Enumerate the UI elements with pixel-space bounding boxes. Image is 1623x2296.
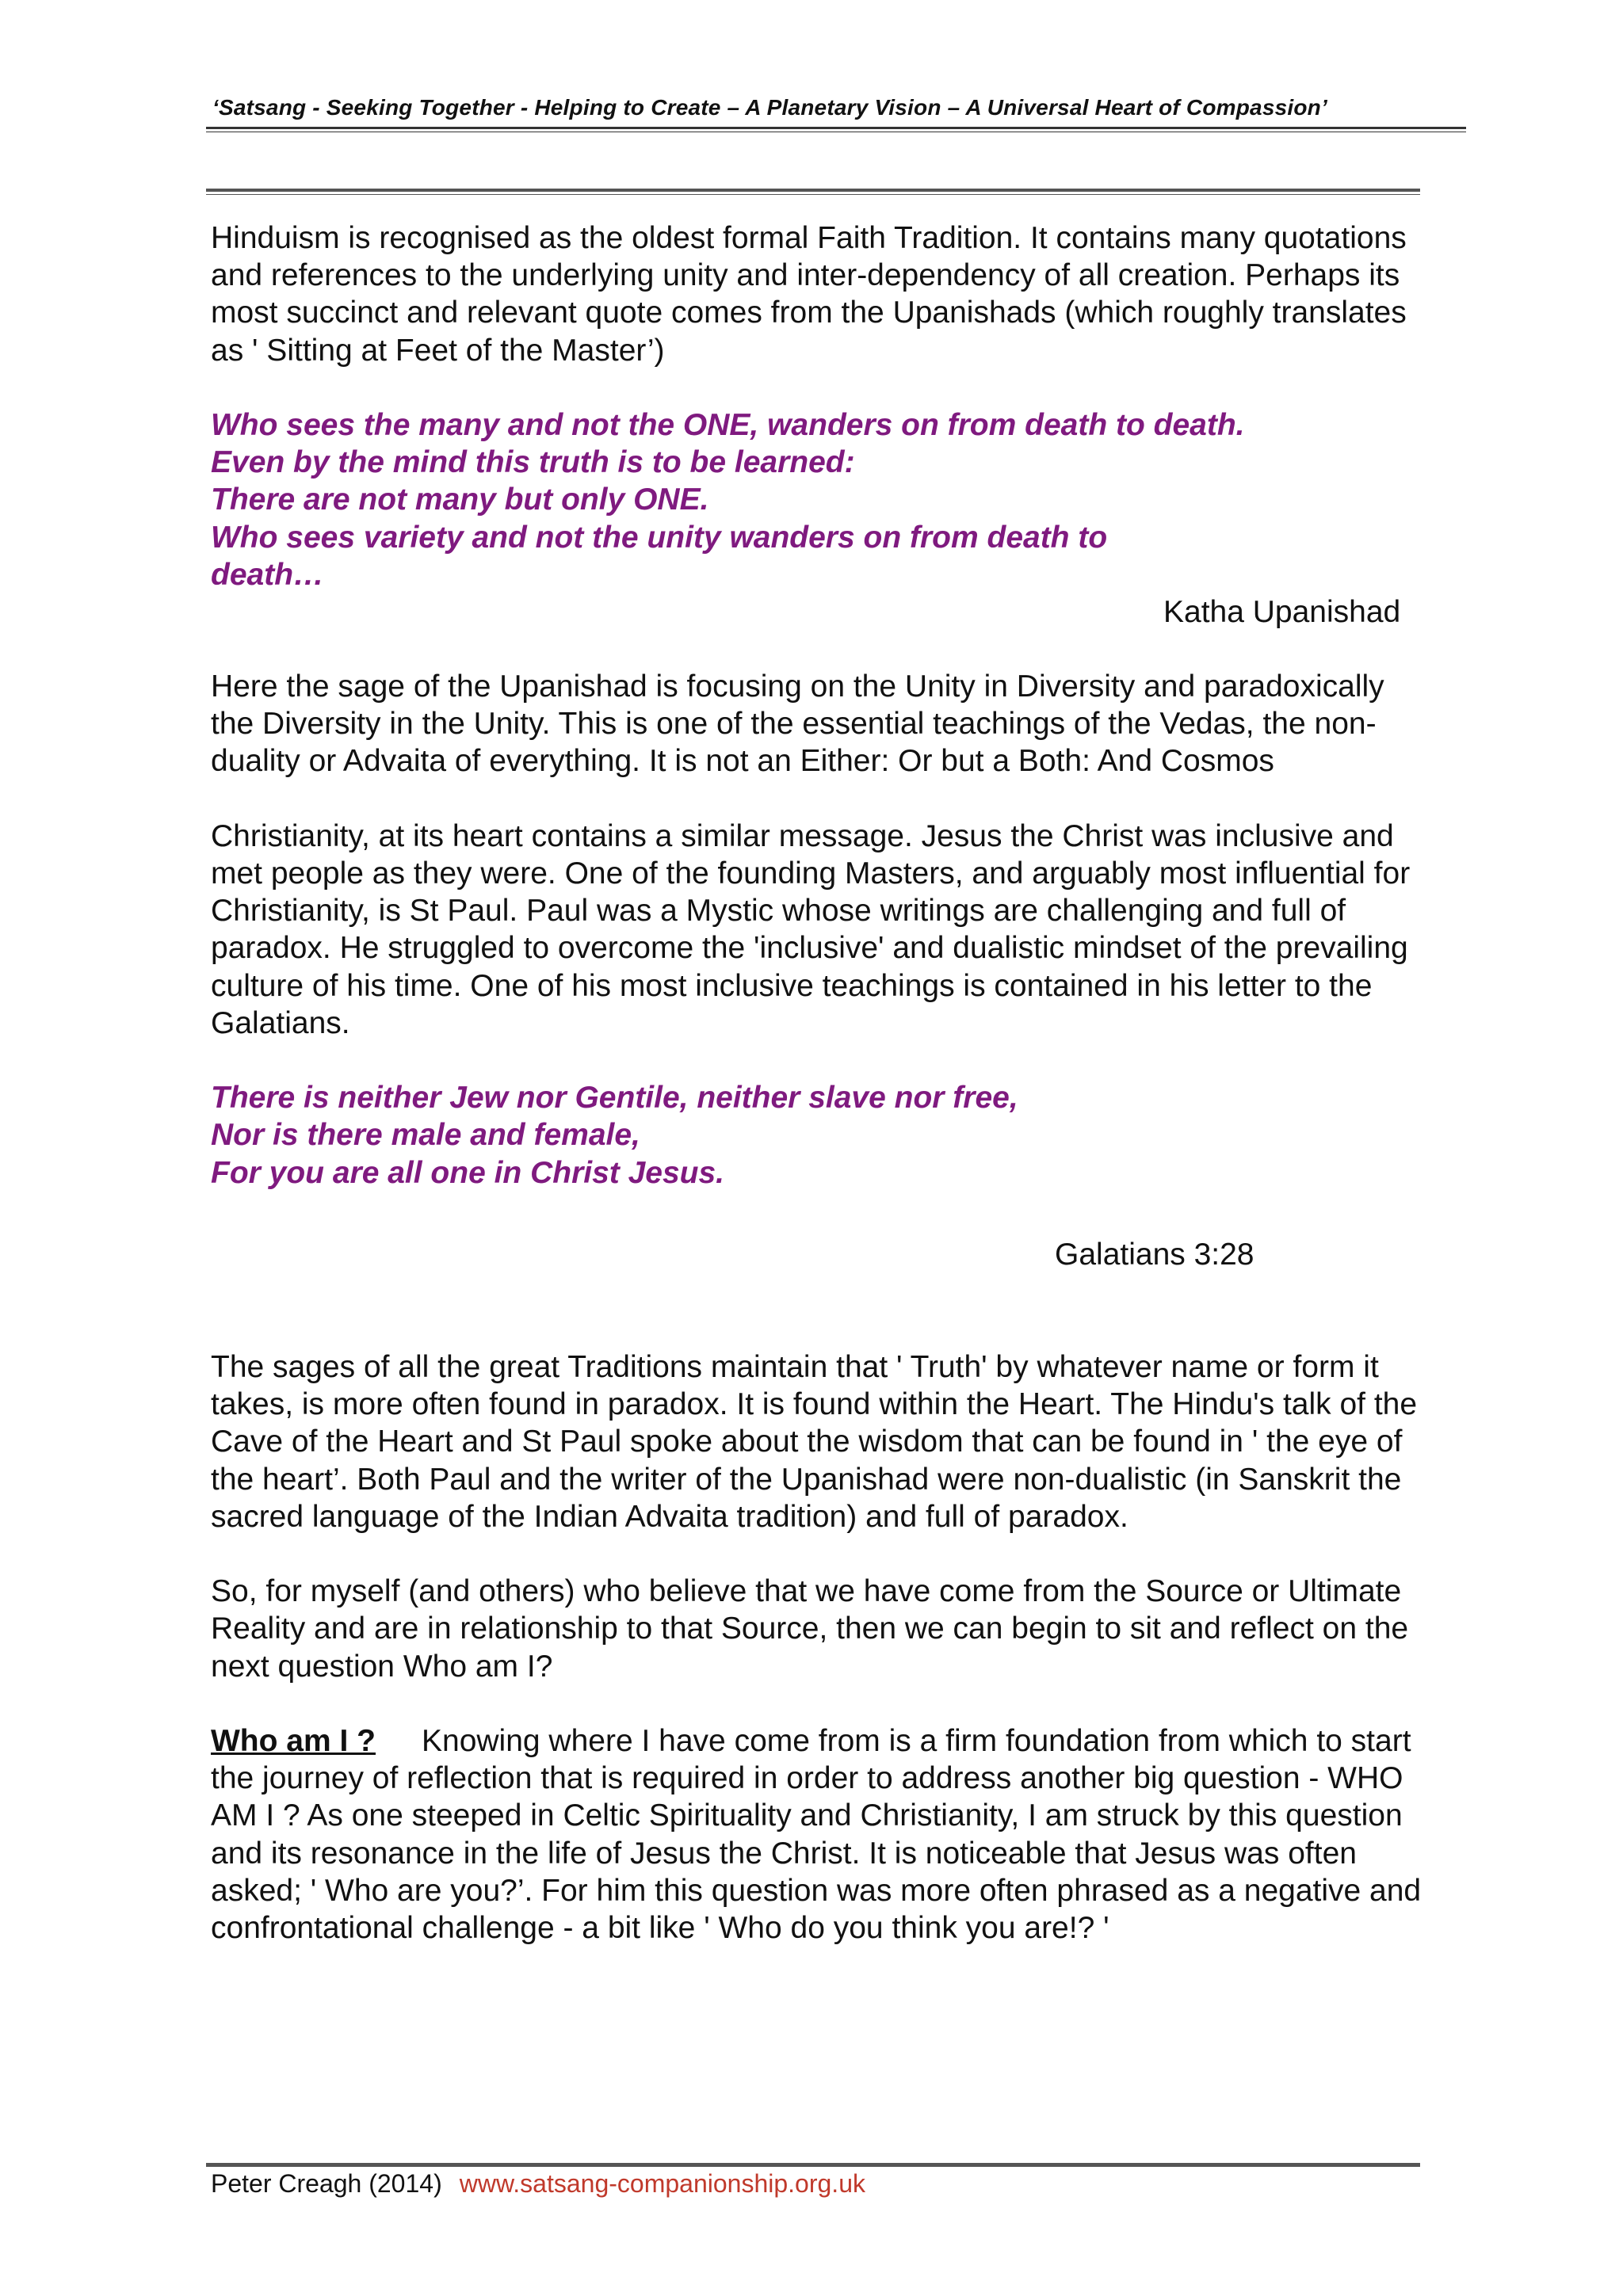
quote-source-galatians: Galatians 3:28	[1055, 1238, 1254, 1272]
content-block-1	[211, 219, 1431, 593]
paragraph-source: So, for myself (and others) who believe that we have come from the Source or Ultimate Reality and are in relationship to that Source, then we can begin to sit and reflect on the next question Who am I?	[211, 1574, 1409, 1684]
quote-line: There is neither Jew nor Gentile, neither slave nor free,	[211, 1081, 1018, 1116]
footer-website-link[interactable]: www.satsang-companionship.org.uk	[459, 2169, 865, 2198]
page-footer	[211, 2169, 865, 2199]
paragraph-who-am-i-text: Knowing where I have come from is a firm foundation from which to start the journey of reflection that is required in order to address another big question - WHO AM I ? As one steeped in Celtic Spirituality and Christianity, I am struck by this question and its resonance in the life of Jesus the Christ. It is noticeable that Jesus was often asked; ' Who are you?’. For him this question was more often phrased as a negative and confrontational challenge - a bit like ' Who do you think you are!? '	[211, 1724, 1422, 1946]
paragraph-unity-diversity: Here the sage of the Upanishad is focusing on the Unity in Diversity and paradoxically the Diversity in the Unity. This is one of the essential teachings of the Vedas, the non-duality or Advaita of everything. It is not an Either: Or but a Both: And Cosmos	[211, 669, 1384, 779]
paragraph-christianity: Christianity, at its heart contains a similar message. Jesus the Christ was inclusive and met people as they were. One of the founding Masters, and arguably most influential for Christianity, is St Paul. Paul was a Mystic whose writings are challenging and full of paradox. He struggled to overcome the 'inclusive' and dualistic mindset of the prevailing culture of his time. One of his most inclusive teachings is contained in his letter to the Galatians.	[211, 818, 1411, 1040]
quote-katha-upanishad	[211, 406, 1431, 593]
paragraph-hinduism: Hinduism is recognised as the oldest formal Faith Tradition. It contains many quotations and references to the underlying unity and inter-dependency of all creation. Perhaps its most succinct and relevant quote comes from the Upanishads (which roughly translates as ' Sitting at Feet of the Master’)	[211, 221, 1407, 368]
quote-line: Nor is there male and female,	[211, 1118, 640, 1153]
header-rule-thick	[206, 127, 1466, 129]
content-block-2	[211, 668, 1431, 1192]
quote-line: There are not many but only ONE.	[211, 482, 709, 517]
quote-line: For you are all one in Christ Jesus.	[211, 1155, 725, 1190]
quote-galatians	[211, 1079, 1431, 1192]
paragraph-who-am-i	[211, 1722, 1431, 1947]
quote-line: Who sees variety and not the unity wanders on from death to	[211, 520, 1108, 555]
content-top-rule-thin	[206, 194, 1420, 195]
footer-rule	[206, 2163, 1420, 2167]
heading-who-am-i: Who am I ?	[211, 1724, 376, 1758]
paragraph-sages: The sages of all the great Traditions maintain that ' Truth' by whatever name or form it takes, is more often found in paradox. It is found within the Heart. The Hindu's talk of the Cave of the Heart and St Paul spoke about the wisdom that can be found in ' the eye of the heart’. Both Paul and the writer of the Upanishad were non-dualistic (in Sanskrit the sacred language of the Indian Advaita tradition) and full of paradox.	[211, 1350, 1418, 1534]
quote-source-katha: Katha Upanishad	[1163, 595, 1401, 629]
quote-line: death…	[211, 557, 325, 592]
running-header: ‘Satsang - Seeking Together - Helping to Create – A Planetary Vision – A Universal Heart of Compassion’	[212, 95, 1327, 120]
footer-author: Peter Creagh (2014)	[211, 2169, 442, 2198]
content-block-3	[211, 1348, 1431, 1984]
quote-line: Who sees the many and not the ONE, wanders on from death to death.	[211, 408, 1245, 442]
quote-line: Even by the mind this truth is to be learned:	[211, 445, 855, 480]
content-top-rule-thick	[206, 189, 1420, 192]
